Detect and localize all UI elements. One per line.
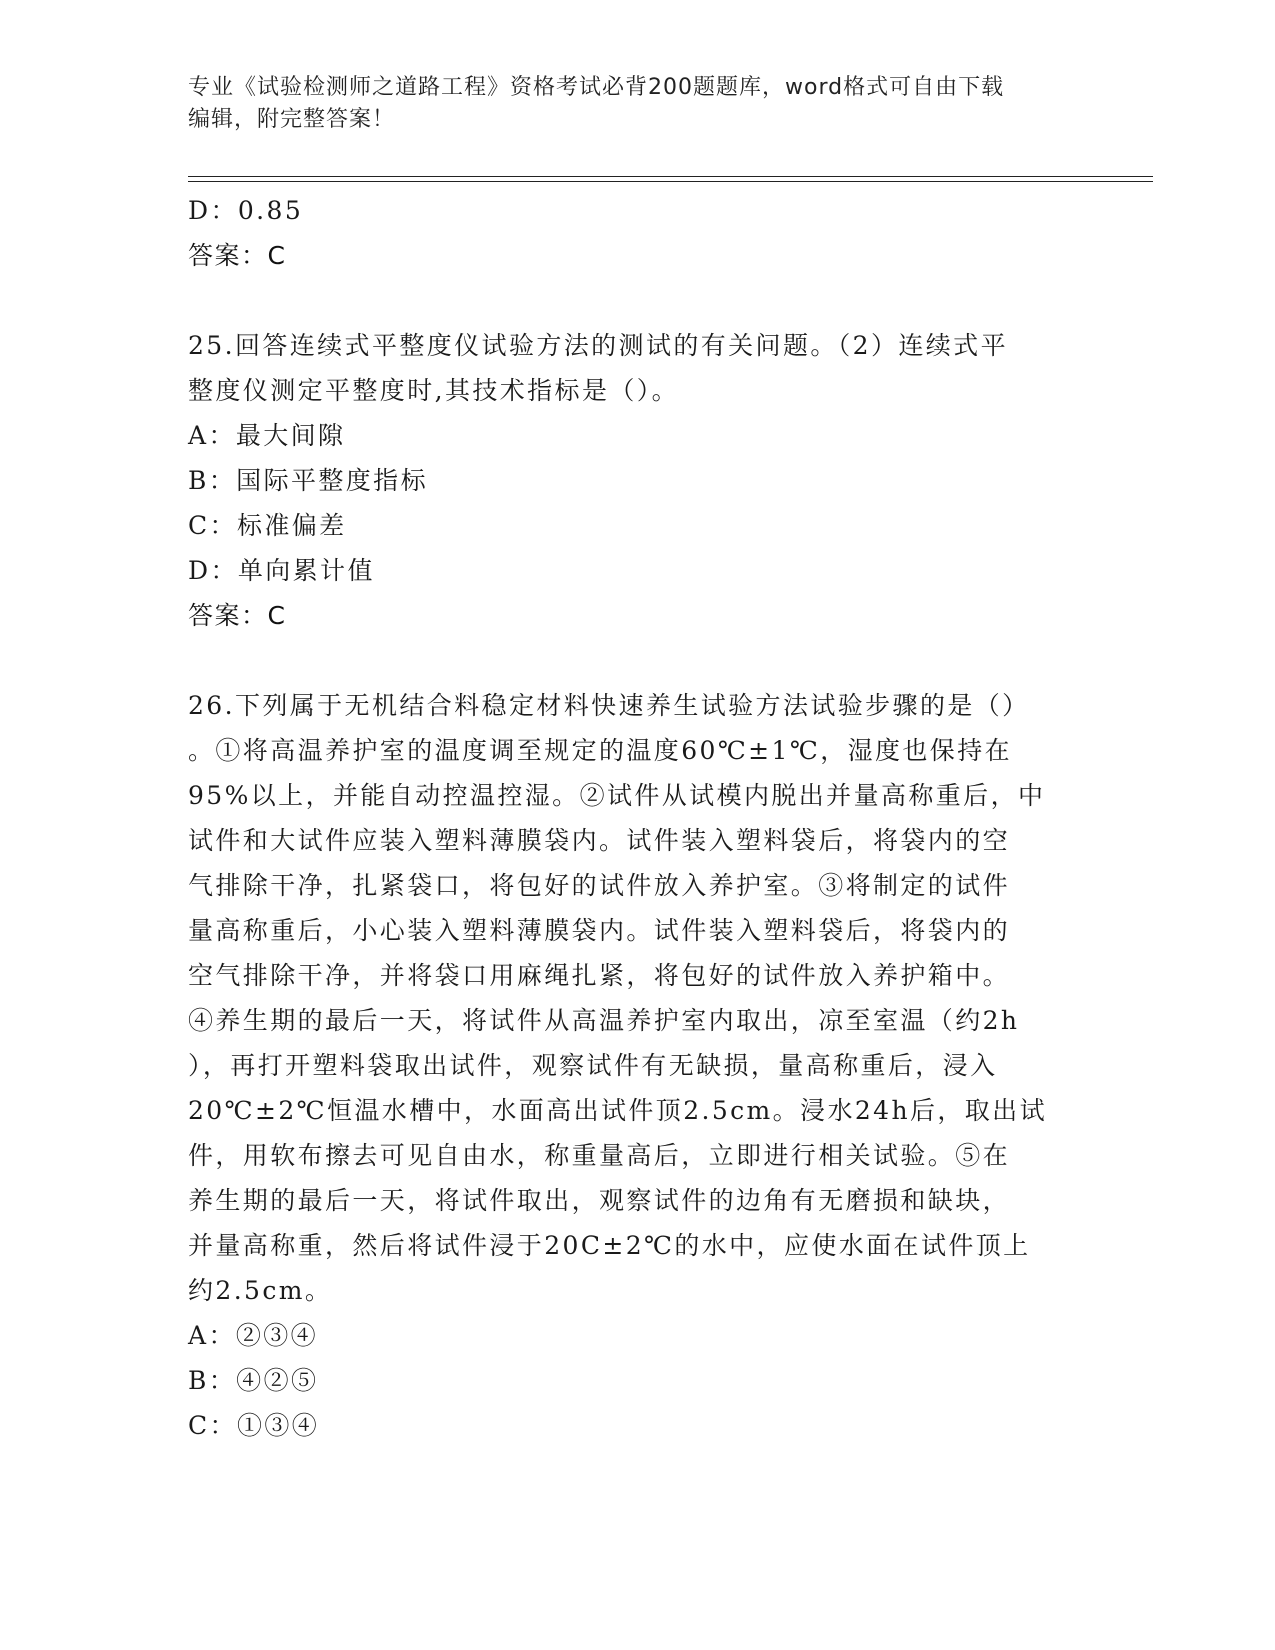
option-key: A： <box>188 421 236 450</box>
option-key: D： <box>188 556 238 585</box>
question-stem-line: 量高称重后，小心装入塑料薄膜袋内。试件装入塑料袋后，将袋内的 <box>188 916 1011 945</box>
question-stem-line: 20℃±2℃恒温水槽中，水面高出试件顶2.5cm。浸水24h后，取出试 <box>188 1096 1047 1125</box>
question-stem-line: 并量高称重，然后将试件浸于20C±2℃的水中，应使水面在试件顶上 <box>188 1231 1031 1260</box>
option-text: 0.85 <box>237 196 304 225</box>
option-text: 最大间隙 <box>235 421 346 450</box>
question-stem-line: 空气排除干净，并将袋口用麻绳扎紧，将包好的试件放入养护箱中。 <box>188 961 1011 990</box>
question-stem-line: ④养生期的最后一天，将试件从高温养护室内取出，凉至室温（约2h <box>188 1006 1020 1035</box>
question-25 <box>188 323 1068 638</box>
question-stem-line: 约2.5cm。 <box>188 1276 333 1305</box>
option-b <box>188 458 1068 503</box>
option-key: B： <box>188 1366 237 1395</box>
option-c <box>188 1403 1068 1448</box>
spacer <box>188 638 1068 683</box>
header-divider-top <box>188 176 1153 177</box>
option-d <box>188 548 1068 593</box>
option-text: 单向累计值 <box>237 556 375 585</box>
option-key: B： <box>188 466 237 495</box>
option-key: C： <box>188 511 237 540</box>
option-a <box>188 1313 1068 1358</box>
question-stem-line: 。①将高温养护室的温度调至规定的温度60℃±1℃，湿度也保持在 <box>188 736 1012 765</box>
option-text: 国际平整度指标 <box>236 466 428 495</box>
header-divider-bottom <box>188 181 1153 182</box>
question-stem-line: 整度仪测定平整度时,其技术指标是（）。 <box>188 376 680 405</box>
question-26 <box>188 683 1068 1448</box>
document-body <box>188 188 1068 1448</box>
spacer <box>188 278 1068 323</box>
option-text: ④②⑤ <box>236 1366 319 1395</box>
option-key: C： <box>188 1411 237 1440</box>
option-key: A： <box>188 1321 236 1350</box>
page-header <box>188 72 1068 136</box>
question-stem-line: 26.下列属于无机结合料稳定材料快速养生试验方法试验步骤的是（） <box>188 691 1030 720</box>
option-text: ①③④ <box>236 1411 320 1440</box>
question-stem-line: 试件和大试件应装入塑料薄膜袋内。试件装入塑料袋后，将袋内的空 <box>188 826 1011 855</box>
prev-answer: 答案：C <box>188 241 287 270</box>
option-c <box>188 503 1068 548</box>
option-a <box>188 413 1068 458</box>
option-b <box>188 1358 1068 1403</box>
question-stem-line: 气排除干净，扎紧袋口，将包好的试件放入养护室。③将制定的试件 <box>188 871 1011 900</box>
prev-option-d <box>188 188 1068 233</box>
question-stem-line: ），再打开塑料袋取出试件，观察试件有无缺损，量高称重后，浸入 <box>188 1051 998 1080</box>
question-stem-line: 养生期的最后一天，将试件取出，观察试件的边角有无磨损和缺块， <box>188 1186 1011 1215</box>
question-stem-line: 件，用软布擦去可见自由水，称重量高后，立即进行相关试验。⑤在 <box>188 1141 1011 1170</box>
header-title-line-2: 编辑，附完整答案！ <box>188 107 396 132</box>
option-text: ②③④ <box>235 1321 319 1350</box>
option-text: 标准偏差 <box>236 511 347 540</box>
answer-line: 答案：C <box>188 601 287 630</box>
question-stem-line: 95%以上，并能自动控温控湿。②试件从试模内脱出并量高称重后，中 <box>188 781 1046 810</box>
option-key: D： <box>188 196 238 225</box>
question-stem-line: 25.回答连续式平整度仪试验方法的测试的有关问题。（2）连续式平 <box>188 331 1008 360</box>
header-title-line-1: 专业《试验检测师之道路工程》资格考试必背200题题库，word格式可自由下载 <box>188 75 1005 100</box>
